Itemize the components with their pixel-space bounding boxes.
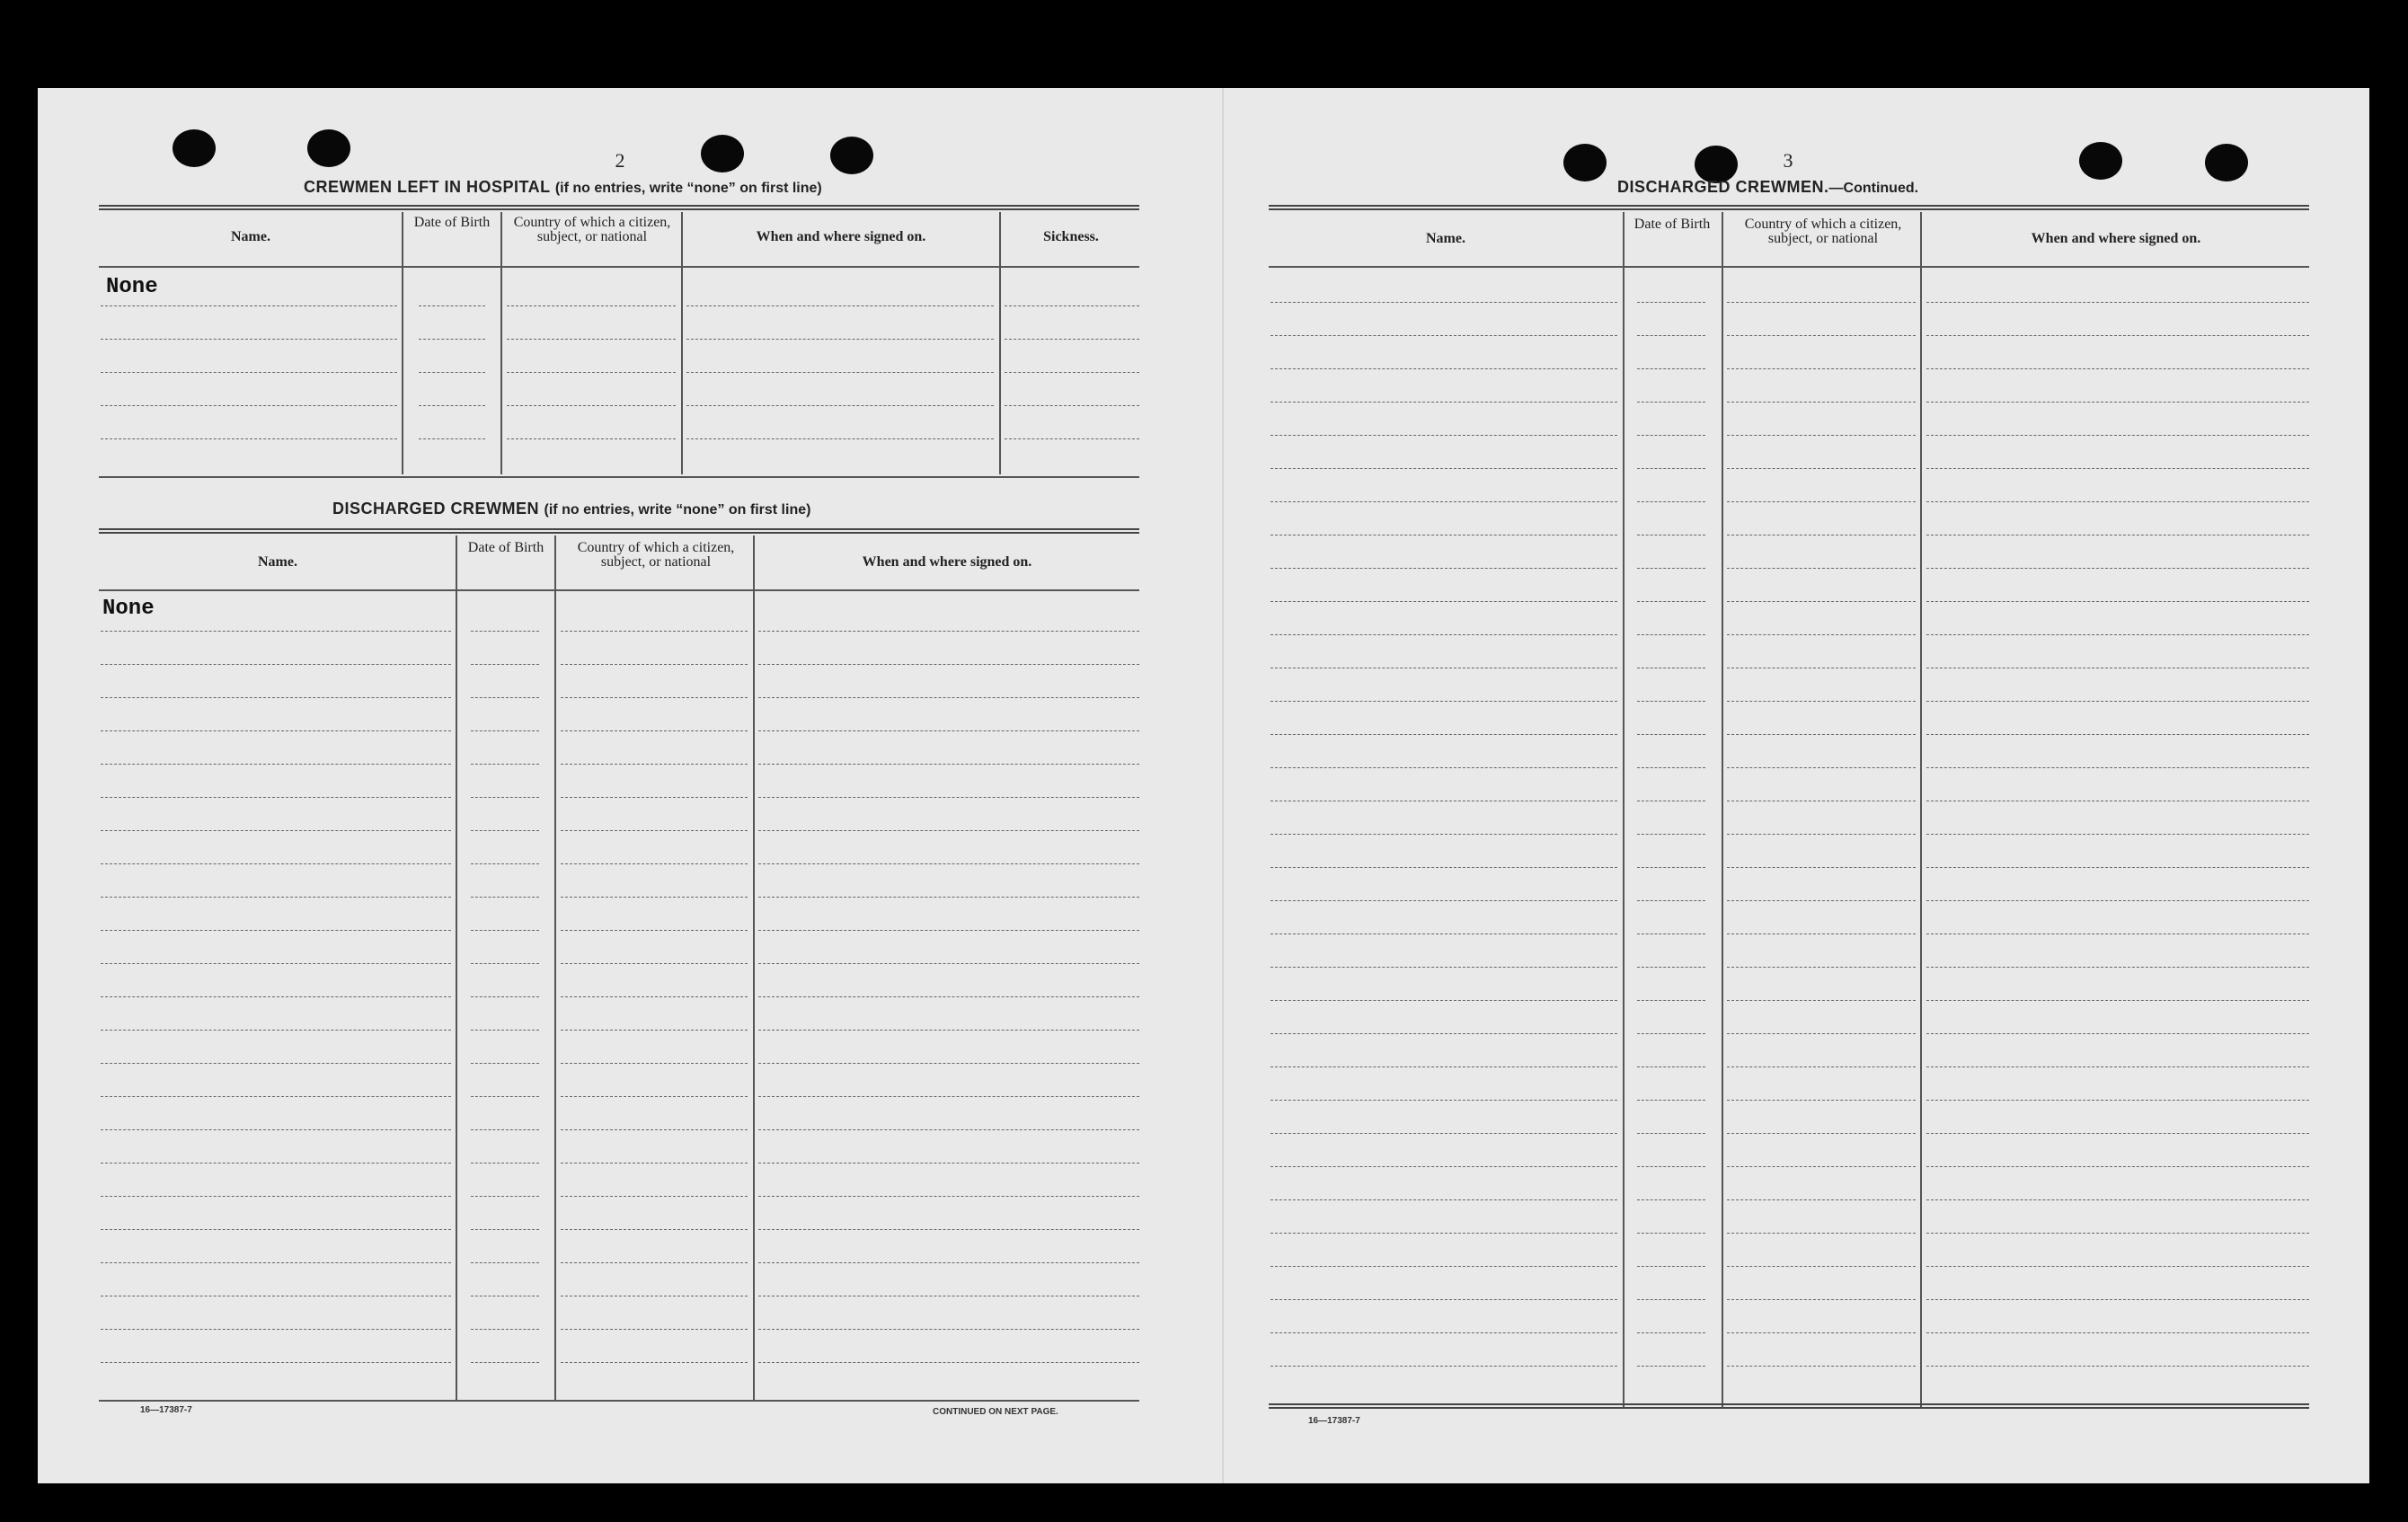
ruled-line <box>1637 335 1705 336</box>
ruled-line <box>1926 335 2309 336</box>
ruled-line <box>1270 1066 1617 1067</box>
ruled-line <box>758 1096 1139 1097</box>
discharged-header-country: Country of which a citizen, subject, or national <box>577 540 735 570</box>
ruled-line <box>1926 1066 2309 1067</box>
ruled-line <box>1727 767 1916 768</box>
ruled-line <box>101 764 451 765</box>
ruled-line <box>471 1096 539 1097</box>
ruled-line <box>1727 967 1916 968</box>
ruled-line <box>1727 568 1916 569</box>
hospital-header-dob: Date of Birth <box>413 215 491 230</box>
punch-hole <box>830 137 873 174</box>
ruled-line <box>758 1229 1139 1230</box>
ruled-line <box>1637 1299 1705 1300</box>
ruled-line <box>561 1329 748 1330</box>
ruled-line <box>1727 1233 1916 1234</box>
ruled-line <box>471 863 539 864</box>
ruled-line <box>101 996 451 997</box>
ruled-line <box>1637 1066 1705 1067</box>
ruled-line <box>1727 501 1916 502</box>
ruled-line <box>1926 1332 2309 1333</box>
ruled-line <box>686 305 994 306</box>
ruled-line <box>561 930 748 931</box>
ruled-line <box>1727 734 1916 735</box>
punch-hole <box>1563 144 1607 181</box>
ruled-line <box>1005 339 1139 340</box>
ruled-line <box>1637 1133 1705 1134</box>
ruled-line <box>101 830 451 831</box>
hospital-header-signed: When and where signed on. <box>756 229 926 244</box>
ruled-line <box>1926 1100 2309 1101</box>
hospital-header-name: Name. <box>231 229 270 244</box>
ruled-line <box>101 305 397 306</box>
ruled-line <box>1926 867 2309 868</box>
ruled-line <box>101 1262 451 1263</box>
ruled-line <box>1727 1100 1916 1101</box>
ruled-line <box>561 963 748 964</box>
ruled-line <box>1270 368 1617 369</box>
hospital-section-title <box>304 178 822 197</box>
ruled-line <box>419 372 485 373</box>
ruled-line <box>1926 302 2309 303</box>
ruled-line <box>101 1196 451 1197</box>
continued-col-divider <box>1722 212 1723 1407</box>
ruled-line <box>101 631 451 632</box>
ruled-line <box>1727 867 1916 868</box>
ruled-line <box>686 372 994 373</box>
ruled-line <box>758 1196 1139 1197</box>
ruled-line <box>1727 302 1916 303</box>
ruled-line <box>1637 1000 1705 1001</box>
ruled-line <box>1926 468 2309 469</box>
ruled-line <box>419 339 485 340</box>
ruled-line <box>1637 867 1705 868</box>
ruled-line <box>561 897 748 898</box>
hospital-header-rule <box>99 266 1139 268</box>
ruled-line <box>758 631 1139 632</box>
ruled-line <box>1727 435 1916 436</box>
ruled-line <box>1637 767 1705 768</box>
hospital-col-divider <box>681 212 683 474</box>
discharged-header-signed: When and where signed on. <box>862 554 1032 570</box>
ruled-line <box>471 963 539 964</box>
ruled-line <box>1926 834 2309 835</box>
continued-note: CONTINUED ON NEXT PAGE. <box>933 1407 1058 1417</box>
ruled-line <box>686 438 994 439</box>
continued-col-divider <box>1920 212 1922 1407</box>
ruled-line <box>507 372 676 373</box>
punch-hole <box>307 129 350 167</box>
ruled-line <box>561 996 748 997</box>
ruled-line <box>561 863 748 864</box>
ruled-line <box>101 1329 451 1330</box>
discharged-header-rule <box>99 589 1139 591</box>
ruled-line <box>561 1096 748 1097</box>
discharged-col-divider <box>456 535 457 1400</box>
ruled-line <box>1637 967 1705 968</box>
ruled-line <box>1637 1366 1705 1367</box>
discharged-section-title <box>332 500 810 518</box>
ruled-line <box>1637 834 1705 835</box>
ruled-line <box>561 730 748 731</box>
ruled-line <box>1270 1332 1617 1333</box>
ruled-line <box>101 797 451 798</box>
continued-header-signed: When and where signed on. <box>2031 231 2201 246</box>
ruled-line <box>101 697 451 698</box>
ruled-line <box>1270 1233 1617 1234</box>
ruled-line <box>1270 900 1617 901</box>
ruled-line <box>1727 402 1916 403</box>
ruled-line <box>1270 767 1617 768</box>
punch-hole <box>701 135 744 173</box>
ruled-line <box>1005 438 1139 439</box>
ruled-line <box>561 830 748 831</box>
ruled-line <box>1270 1100 1617 1101</box>
ruled-line <box>1270 734 1617 735</box>
ruled-line <box>1637 1266 1705 1267</box>
ruled-line <box>1926 1233 2309 1234</box>
ruled-line <box>1926 1000 2309 1001</box>
ruled-line <box>471 1163 539 1164</box>
ruled-line <box>1926 701 2309 702</box>
ruled-line <box>1727 701 1916 702</box>
discharged-top-rule <box>99 528 1139 534</box>
ruled-line <box>758 1030 1139 1031</box>
continued-col-divider <box>1623 212 1625 1407</box>
continued-header-country: Country of which a citizen, subject, or national <box>1744 217 1902 246</box>
ruled-line <box>1926 767 2309 768</box>
ruled-line <box>1637 402 1705 403</box>
ruled-line <box>758 963 1139 964</box>
ruled-line <box>419 305 485 306</box>
ruled-line <box>1270 435 1617 436</box>
ruled-line <box>1637 435 1705 436</box>
ruled-line <box>1270 634 1617 635</box>
ruled-line <box>101 897 451 898</box>
document-sheet <box>38 88 2369 1483</box>
hospital-col-divider <box>999 212 1001 474</box>
ruled-line <box>561 1030 748 1031</box>
ruled-line <box>471 1063 539 1064</box>
ruled-line <box>1270 501 1617 502</box>
ruled-line <box>686 405 994 406</box>
ruled-line <box>758 1262 1139 1263</box>
ruled-line <box>1727 1366 1916 1367</box>
ruled-line <box>1727 1199 1916 1200</box>
ruled-line <box>101 1129 451 1130</box>
ruled-line <box>101 664 451 665</box>
ruled-line <box>1926 402 2309 403</box>
ruled-line <box>1926 634 2309 635</box>
ruled-line <box>758 996 1139 997</box>
hospital-top-rule <box>99 205 1139 210</box>
hospital-bottom-rule <box>99 476 1139 478</box>
ruled-line <box>561 1163 748 1164</box>
punch-hole <box>173 129 216 167</box>
ruled-line <box>471 1229 539 1230</box>
ruled-line <box>1270 1000 1617 1001</box>
ruled-line <box>1270 1033 1617 1034</box>
ruled-line <box>1637 734 1705 735</box>
discharged-col-divider <box>753 535 755 1400</box>
discharged-bottom-rule <box>99 1400 1139 1402</box>
ruled-line <box>1727 634 1916 635</box>
hospital-header-sickness: Sickness. <box>1043 229 1099 244</box>
ruled-line <box>471 664 539 665</box>
ruled-line <box>758 797 1139 798</box>
ruled-line <box>1270 335 1617 336</box>
ruled-line <box>101 1096 451 1097</box>
ruled-line <box>758 764 1139 765</box>
ruled-line <box>1270 701 1617 702</box>
ruled-line <box>561 1229 748 1230</box>
ruled-line <box>1005 372 1139 373</box>
hospital-first-entry: None <box>106 275 158 299</box>
ruled-line <box>758 1063 1139 1064</box>
ruled-line <box>471 1362 539 1363</box>
ruled-line <box>758 863 1139 864</box>
ruled-line <box>507 339 676 340</box>
ruled-line <box>1637 368 1705 369</box>
ruled-line <box>758 1362 1139 1363</box>
ruled-line <box>507 438 676 439</box>
ruled-line <box>507 305 676 306</box>
ruled-line <box>1926 501 2309 502</box>
ruled-line <box>1637 1233 1705 1234</box>
ruled-line <box>758 830 1139 831</box>
ruled-line <box>561 1262 748 1263</box>
ruled-line <box>1926 1299 2309 1300</box>
page-number-left: 2 <box>615 149 625 172</box>
ruled-line <box>758 1163 1139 1164</box>
ruled-line <box>101 1030 451 1031</box>
ruled-line <box>1727 1332 1916 1333</box>
ruled-line <box>1926 601 2309 602</box>
ruled-line <box>1270 1133 1617 1134</box>
ruled-line <box>1926 1199 2309 1200</box>
ruled-line <box>471 1030 539 1031</box>
ruled-line <box>561 1129 748 1130</box>
ruled-line <box>758 930 1139 931</box>
ruled-line <box>471 1262 539 1263</box>
ruled-line <box>1727 1066 1916 1067</box>
hospital-header-country: Country of which a citizen, subject, or national <box>513 215 671 244</box>
ruled-line <box>101 438 397 439</box>
ruled-line <box>101 930 451 931</box>
discharged-first-entry: None <box>102 597 155 621</box>
ruled-line <box>1637 302 1705 303</box>
form-number-right: 16—17387-7 <box>1308 1416 1360 1426</box>
ruled-line <box>101 863 451 864</box>
ruled-line <box>758 1329 1139 1330</box>
discharged-title-note: (if no entries, write “none” on first line) <box>544 502 811 518</box>
ruled-line <box>1637 701 1705 702</box>
ruled-line <box>1637 1166 1705 1167</box>
ruled-line <box>1926 435 2309 436</box>
ruled-line <box>1637 501 1705 502</box>
continued-title-text: DISCHARGED CREWMEN. <box>1617 178 1829 196</box>
hospital-title-note: (if no entries, write “none” on first line) <box>554 181 822 196</box>
ruled-line <box>1727 1166 1916 1167</box>
discharged-title-text: DISCHARGED CREWMEN <box>332 500 540 518</box>
ruled-line <box>1637 468 1705 469</box>
ruled-line <box>561 797 748 798</box>
ruled-line <box>1270 1299 1617 1300</box>
ruled-line <box>1637 1100 1705 1101</box>
ruled-line <box>1926 568 2309 569</box>
ruled-line <box>561 764 748 765</box>
ruled-line <box>758 897 1139 898</box>
ruled-line <box>1637 568 1705 569</box>
ruled-line <box>1727 1000 1916 1001</box>
ruled-line <box>101 372 397 373</box>
ruled-line <box>1270 1266 1617 1267</box>
ruled-line <box>1727 601 1916 602</box>
ruled-line <box>1727 1133 1916 1134</box>
continued-section-title <box>1617 178 1918 197</box>
ruled-line <box>1270 1166 1617 1167</box>
ruled-line <box>1005 305 1139 306</box>
ruled-line <box>561 697 748 698</box>
discharged-col-divider <box>554 535 556 1400</box>
ruled-line <box>1727 1033 1916 1034</box>
ruled-line <box>101 1163 451 1164</box>
ruled-line <box>1270 1199 1617 1200</box>
ruled-line <box>1270 967 1617 968</box>
ruled-line <box>471 730 539 731</box>
ruled-line <box>507 405 676 406</box>
continued-header-name: Name. <box>1426 231 1465 246</box>
ruled-line <box>1727 834 1916 835</box>
ruled-line <box>1926 967 2309 968</box>
ruled-line <box>1637 1033 1705 1034</box>
ruled-line <box>1270 867 1617 868</box>
ruled-line <box>1637 1199 1705 1200</box>
ruled-line <box>471 1129 539 1130</box>
ruled-line <box>1727 368 1916 369</box>
ruled-line <box>686 339 994 340</box>
ruled-line <box>1270 468 1617 469</box>
ruled-line <box>471 764 539 765</box>
ruled-line <box>1926 1166 2309 1167</box>
page-number-right: 3 <box>1783 149 1793 172</box>
ruled-line <box>561 1196 748 1197</box>
ruled-line <box>1637 601 1705 602</box>
continued-top-rule <box>1269 205 2309 210</box>
ruled-line <box>561 631 748 632</box>
ruled-line <box>471 930 539 931</box>
ruled-line <box>561 1362 748 1363</box>
continued-bottom-rule <box>1269 1403 2309 1409</box>
punch-hole <box>2079 142 2122 180</box>
ruled-line <box>101 730 451 731</box>
ruled-line <box>101 405 397 406</box>
ruled-line <box>1270 601 1617 602</box>
ruled-line <box>1727 1299 1916 1300</box>
ruled-line <box>1926 1133 2309 1134</box>
ruled-line <box>1926 734 2309 735</box>
ruled-line <box>1270 402 1617 403</box>
ruled-line <box>1005 405 1139 406</box>
ruled-line <box>1926 1266 2309 1267</box>
punch-hole <box>2205 144 2248 181</box>
ruled-line <box>471 1329 539 1330</box>
discharged-header-name: Name. <box>258 554 297 570</box>
continued-header-dob: Date of Birth <box>1633 217 1711 232</box>
ruled-line <box>1270 568 1617 569</box>
ruled-line <box>471 697 539 698</box>
ruled-line <box>471 797 539 798</box>
ruled-line <box>101 1362 451 1363</box>
ruled-line <box>1727 335 1916 336</box>
ruled-line <box>758 1129 1139 1130</box>
hospital-col-divider <box>500 212 502 474</box>
ruled-line <box>101 339 397 340</box>
ruled-line <box>471 631 539 632</box>
page-fold <box>1222 88 1224 1483</box>
ruled-line <box>419 405 485 406</box>
ruled-line <box>758 697 1139 698</box>
continued-title-suffix: —Continued. <box>1828 181 1919 196</box>
ruled-line <box>1727 468 1916 469</box>
ruled-line <box>1637 634 1705 635</box>
ruled-line <box>1926 1366 2309 1367</box>
ruled-line <box>1637 1332 1705 1333</box>
ruled-line <box>471 830 539 831</box>
ruled-line <box>101 1229 451 1230</box>
ruled-line <box>471 996 539 997</box>
ruled-line <box>561 664 748 665</box>
ruled-line <box>471 897 539 898</box>
ruled-line <box>758 664 1139 665</box>
ruled-line <box>1270 1366 1617 1367</box>
discharged-header-dob: Date of Birth <box>467 540 544 555</box>
hospital-title-text: CREWMEN LEFT IN HOSPITAL <box>304 178 551 196</box>
ruled-line <box>1926 368 2309 369</box>
ruled-line <box>471 1196 539 1197</box>
ruled-line <box>758 730 1139 731</box>
ruled-line <box>561 1063 748 1064</box>
ruled-line <box>1727 900 1916 901</box>
ruled-line <box>1637 900 1705 901</box>
form-number-left: 16—17387-7 <box>140 1405 192 1415</box>
ruled-line <box>1270 834 1617 835</box>
ruled-line <box>101 1063 451 1064</box>
ruled-line <box>419 438 485 439</box>
hospital-col-divider <box>402 212 403 474</box>
ruled-line <box>1727 1266 1916 1267</box>
ruled-line <box>101 963 451 964</box>
ruled-line <box>1926 1033 2309 1034</box>
continued-header-rule <box>1269 266 2309 268</box>
ruled-line <box>1270 302 1617 303</box>
ruled-line <box>1926 900 2309 901</box>
